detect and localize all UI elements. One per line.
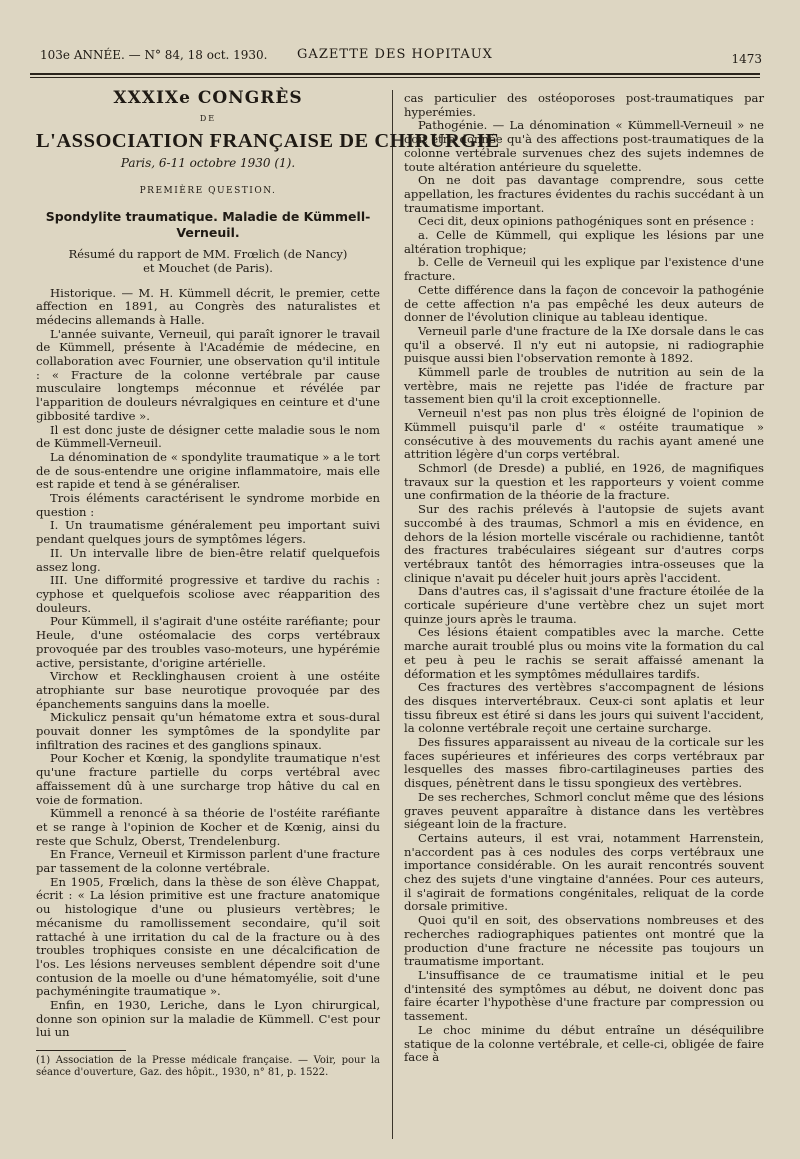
paragraph: Des fissures apparaissent au niveau de la corticale sur les faces supérieures et inférieures des corps vertébraux par lesquelles des masses fibro-cartilagineuses parties des disques, pénètrent dans le tissu spongieux des vertèbres. — [404, 735, 764, 791]
paragraph: Historique. — M. H. Kümmell décrit, le premier, cette affection en 1891, au Congrès des naturalistes et médecins allemands à Halle. — [36, 285, 380, 327]
summary-authors — [36, 247, 380, 275]
paragraph: De ses recherches, Schmorl conclut même que des lésions graves peuvent apparaître à distance dans les vertèbres siégeant loin de la fracture. — [404, 789, 764, 832]
paragraph: En 1905, Frœlich, dans la thèse de son élève Chappat, écrit : « La lésion primitive est une fracture anatomique ou histologique d'une ou plusieurs vertèbres; le mécanisme du ramollissement secondaire, qu'il soit rattaché à une irritation du cal de la fracture ou à des troubles trophiques consiste en une décalcification de l'os. Les lésions nerveuses semblent dépendre soit d'une contusion de la moelle ou d'une hématomyélie, soit d'une pachyméningite traumatique ». — [36, 874, 380, 999]
paragraph: Dans d'autres cas, il s'agissait d'une fracture étoilée de la corticale supérieure d'une vertèbre chez un sujet mort quinze jours après le trauma. — [404, 584, 764, 626]
paragraph: On ne doit pas davantage comprendre, sous cette appellation, les fractures évidentes du rachis succédant à un traumatisme important. — [404, 173, 764, 215]
paragraph: La dénomination de « spondylite traumatique » a le tort de de sous-entendre une origine inflammatoire, mais elle est rapide et tend à se généraliser. — [36, 449, 380, 492]
header-rule-thin — [30, 77, 760, 78]
page-header — [28, 44, 762, 70]
paragraph: En France, Verneuil et Kirmisson parlent d'une fracture par tassement de la colonne vertébrale. — [36, 847, 380, 876]
paragraph: Kümmell a renoncé à sa théorie de l'ostéite raréfiante et se range à l'opinion de Kocher et de Kœnig, ainsi du reste que Schulz, Oberst, Trendelenburg. — [36, 806, 380, 848]
paragraph: I. Un traumatisme généralement peu important suivi pendant quelques jours de symptômes légers. — [36, 518, 380, 547]
question-label: PREMIÈRE QUESTION. — [139, 185, 277, 196]
paragraph: L'insuffisance de ce traumatisme initial et le peu d'intensité des symptômes au début, ne doivent donc pas faire écarter l'hypothèse d'une fracture par compression ou tassement. — [404, 968, 764, 1024]
column-divider — [392, 90, 393, 1139]
paragraph: cas particulier des ostéoporoses post-traumatiques par hyperémies. — [404, 91, 764, 119]
paragraph: Le choc minime du début entraîne un déséquilibre statique de la colonne vertébrale, et celle-ci, obligée de faire face à — [404, 1022, 764, 1065]
paragraph: Schmorl (de Dresde) a publié, en 1926, de magnifiques travaux sur la question et les rapporteurs y voient comme une confirmation de la théorie de la fracture. — [404, 460, 764, 503]
paragraph: L'année suivante, Verneuil, qui paraît ignorer le travail de Kümmell, présente à l'Académie de médecine, en collaboration avec Fournier, une observation qu'il intitule : « Fracture de la colonne vertébrale par cause musculaire longtemps méconnue et révélée par l'apparition de douleurs névralgiques en ceinture et d'une gibbosité tardive ». — [36, 326, 380, 423]
association-title: L'ASSOCIATION FRANÇAISE DE CHIRURGIE — [36, 130, 500, 153]
footnote-rule — [36, 1050, 126, 1051]
left-column — [36, 88, 500, 1079]
subject-title: Spondylite traumatique. Maladie de Kümmell-Verneuil. — [45, 208, 371, 240]
paragraph: Mickulicz pensait qu'un hématome extra et sous-dural pouvait donner les symptômes de la spondylite par infiltration des racines et des ganglions spinaux. — [36, 710, 380, 752]
paragraph: Ces fractures des vertèbres s'accompagnent de lésions des disques intervertébraux. Ceux-ci sont aplatis et leur tissu fibreux est étiré si dans les jours qui suivent l'accident, la colonne vertébrale reçoit une certaine surcharge. — [404, 680, 764, 736]
paragraph: Ces lésions étaient compatibles avec la marche. Cette marche aurait troublé plus ou moins vite la formation du cal et peu à peu le rachis se serait affaissé amenant la déformation et les symptômes médullaires tardifs. — [404, 625, 764, 681]
paragraph: Cette différence dans la façon de concevoir la pathogénie de cette affection n'a pas empêché les deux auteurs de donner de l'évolution clinique au tableau identique. — [404, 282, 764, 325]
right-body — [404, 92, 764, 1065]
summary-line-1: Résumé du rapport de MM. Frœlich (de Nancy) — [68, 246, 348, 261]
paragraph: Ceci dit, deux opinions pathogéniques sont en présence : — [418, 214, 755, 229]
paragraph: III. Une difformité progressive et tardive du rachis : cyphose et quelquefois scoliose avec réapparition des douleurs. — [36, 573, 380, 615]
header-rule-thick — [30, 73, 760, 75]
left-body — [36, 287, 380, 1041]
page-number: 1473 — [731, 52, 762, 66]
paragraph: Verneuil n'est pas non plus très éloigné de l'opinion de Kümmell puisqu'il parle d' « ostéite traumatique » consécutive à des mouvements du rachis ayant amené une attrition légère d'un corps vertébral. — [404, 406, 764, 462]
paragraph: Sur des rachis prélevés à l'autopsie de sujets avant succombé à des traumas, Schmorl a mis en évidence, en dehors de la lésion mortelle viscérale ou rachidienne, tantôt des fractures trabéculaires siégeant sur d'autres corps vertébraux tantôt des hémorragies intra-osseuses que la clinique n'avait pu déceler huit jours après l'accident. — [404, 502, 764, 585]
footnote: (1) Association de la Presse médicale française. — Voir, pour la séance d'ouverture, Gaz. des hôpit., 1930, n° 81, p. 1522. — [36, 1055, 380, 1079]
paragraph: Kümmell parle de troubles de nutrition au sein de la vertèbre, mais ne rejette pas l'idée de fracture par tassement bien qu'il la croit exceptionnelle. — [404, 365, 764, 407]
paragraph: Pathogénie. — La dénomination « Kümmell-Verneuil » ne doit être donnée qu'à des affections post-traumatiques de la colonne vertébrale survenues chez des sujets indemnes de toute altération antérieure du squelette. — [404, 118, 764, 174]
place-date: Paris, 6-11 octobre 1930 (1). — [120, 156, 296, 171]
paragraph: Il est donc juste de désigner cette maladie sous le nom de Kümmell-Verneuil. — [36, 422, 380, 451]
paragraph: II. Un intervalle libre de bien-être relatif quelquefois assez long. — [36, 545, 380, 574]
congress-number: XXXIXe CONGRÈS — [113, 88, 303, 108]
paragraph: Trois éléments caractérisent le syndrome morbide en question : — [36, 491, 380, 519]
paragraph: Quoi qu'il en soit, des observations nombreuses et des recherches radiographiques patientes ont montré que la production d'une fracture ne nécessite pas toujours un traumatisme important. — [404, 913, 764, 969]
paragraph: b. Celle de Verneuil qui les explique par l'existence d'une fracture. — [404, 255, 764, 284]
paragraph: Certains auteurs, il est vrai, notamment Harrenstein, n'accordent pas à ces nodules des corps vertébraux une importance considérable. On les aurait rencontrés souvent chez des sujets d'une vingtaine d'années. Pour ces auteurs, il s'agirait de formations congénitales, reliquat de la corde dorsale primitive. — [404, 830, 764, 914]
paragraph: Virchow et Recklinghausen croient à une ostéite atrophiante sur base neurotique provoquée par des épanchements sanguins dans la moelle. — [36, 669, 380, 711]
paragraph: Enfin, en 1930, Leriche, dans le Lyon chirurgical, donne son opinion sur la maladie de Kümmell. C'est pour lui un — [36, 998, 380, 1040]
paragraph: Pour Kümmell, il s'agirait d'une ostéite raréfiante; pour Heule, d'une ostéomalacie des corps vertébraux provoquée par des troubles vaso-moteurs, une hypérémie active, persistante, d'origine artérielle. — [36, 614, 380, 670]
paragraph: Verneuil parle d'une fracture de la IXe dorsale dans le cas qu'il a observé. Il n'y eut ni autopsie, ni radiographie puisque aussi bien l'observation remonte à 1892. — [404, 323, 764, 366]
paragraph: a. Celle de Kümmell, qui explique les lésions par une altération trophique; — [404, 228, 764, 256]
journal-title: GAZETTE DES HOPITAUX — [297, 47, 493, 62]
article-heading — [36, 88, 500, 275]
paragraph: Pour Kocher et Kœnig, la spondylite traumatique n'est qu'une fracture partielle du corps vertébral avec affaissement dû à une surcharge trop hâtive du cal en voie de formation. — [36, 751, 380, 807]
heading-de: DE — [199, 113, 217, 123]
summary-line-2: et Mouchet (de Paris). — [143, 260, 273, 275]
right-column — [404, 92, 764, 1065]
issue-line: 103e ANNÉE. — N° 84, 18 oct. 1930. — [40, 48, 268, 62]
